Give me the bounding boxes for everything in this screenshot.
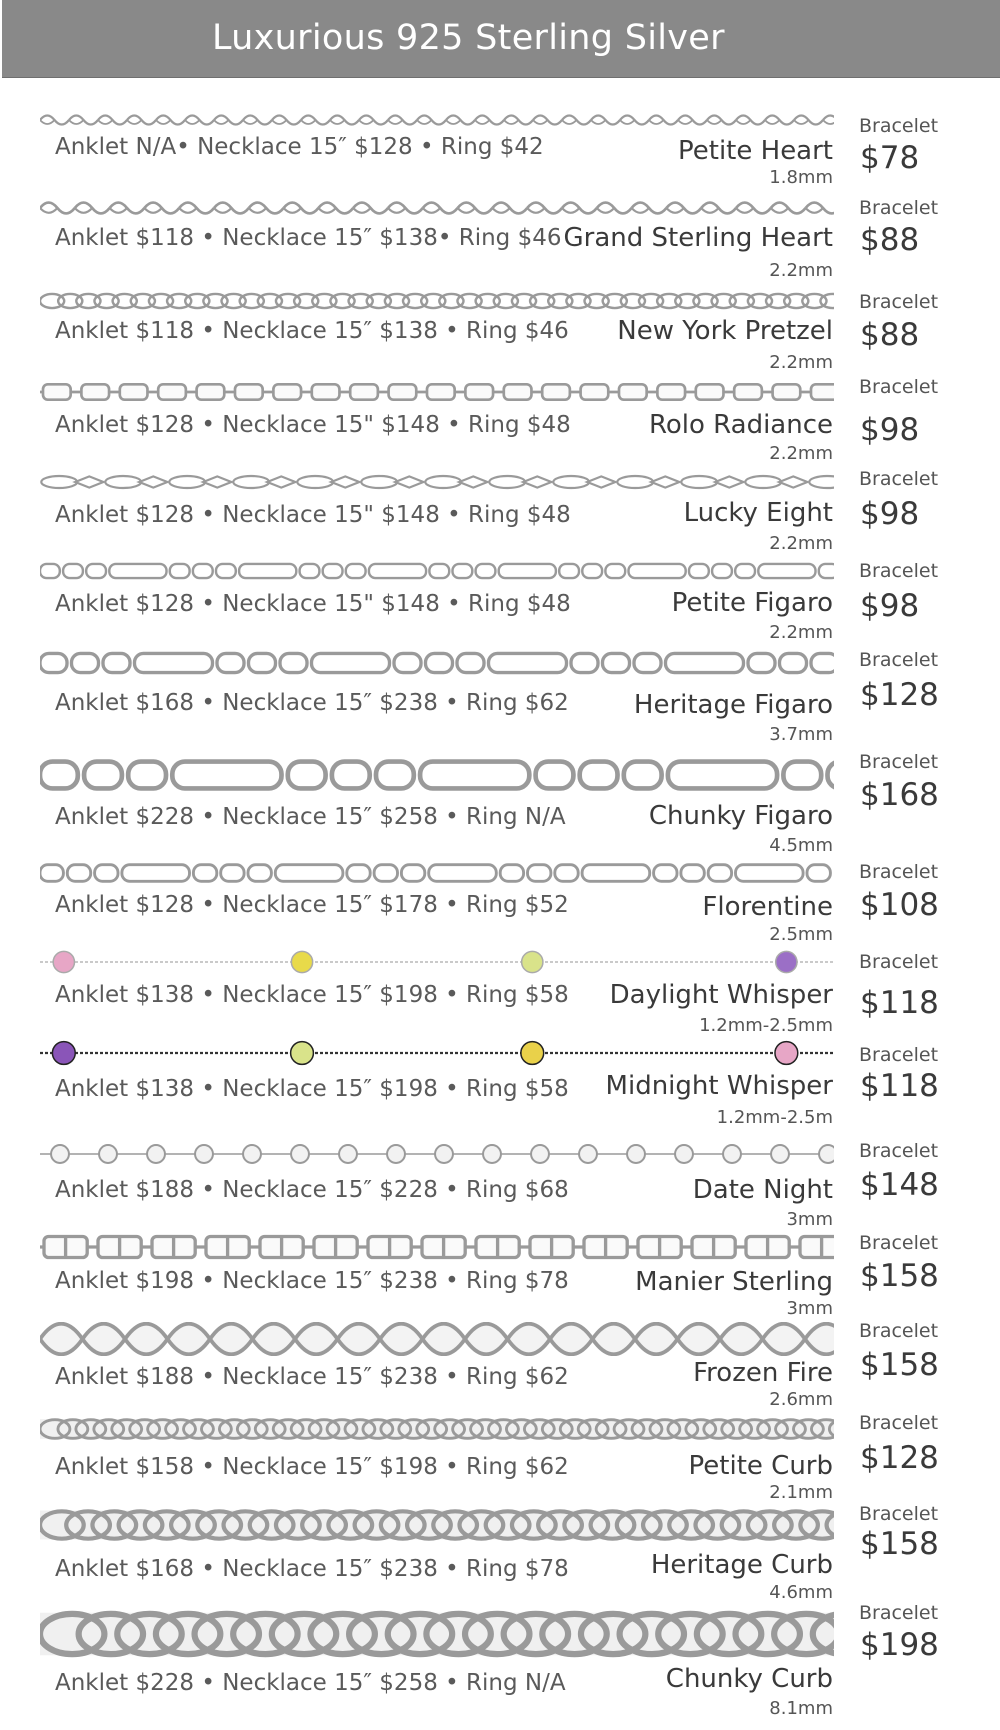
bracelet-label: Bracelet [859,376,939,398]
product-size: 3.7mm [769,724,833,745]
chain-illustration [40,1232,834,1262]
product-details: Anklet $138 • Necklace 15″ $198 • Ring $58 [55,982,569,1008]
chain-image [40,648,834,678]
bracelet-label: Bracelet [859,751,939,773]
bracelet-price: $118 [860,985,939,1021]
chain-image [40,472,834,492]
chain-illustration [40,472,834,492]
bracelet-label: Bracelet [859,861,939,883]
product-name: Heritage Curb [650,1550,833,1580]
bracelet-label: Bracelet [859,468,939,490]
bracelet-label: Bracelet [859,1320,939,1342]
bracelet-price: $98 [860,412,920,448]
chain-image [40,1416,834,1442]
product-size: 4.6mm [769,1582,833,1603]
product-details: Anklet N/A• Necklace 15″ $128 • Ring $42 [55,134,544,160]
product-details: Anklet $128 • Necklace 15" $148 • Ring $48 [55,412,571,438]
bracelet-label: Bracelet [859,1140,939,1162]
product-details: Anklet $188 • Necklace 15″ $238 • Ring $62 [55,1364,569,1390]
bracelet-label: Bracelet [859,560,939,582]
chain-illustration [40,560,834,582]
chain-illustration [40,648,834,678]
bracelet-price: $128 [860,677,939,713]
chain-illustration [40,1416,834,1442]
chain-illustration [40,196,834,220]
product-details: Anklet $128 • Necklace 15" $148 • Ring $48 [55,591,571,617]
chain-image [40,1140,834,1168]
product-details: Anklet $158 • Necklace 15″ $198 • Ring $62 [55,1454,569,1480]
bracelet-price: $148 [860,1167,939,1203]
product-size: 1.2mm-2.5mm [699,1015,833,1036]
product-name: Chunky Curb [665,1664,833,1694]
product-details: Anklet $228 • Necklace 15″ $258 • Ring N/A [55,804,566,830]
chain-image [40,1322,834,1356]
product-name: Heritage Figaro [633,690,833,720]
page-title: Luxurious 925 Sterling Silver [212,18,725,58]
product-size: 2.1mm [769,1482,833,1503]
product-details: Anklet $228 • Necklace 15″ $258 • Ring N/A [55,1670,566,1696]
bracelet-price: $128 [860,1440,939,1476]
product-name: Petite Figaro [671,588,833,618]
chain-illustration [40,860,834,886]
bracelet-label: Bracelet [859,197,939,219]
chain-image [40,1232,834,1262]
product-name: Lucky Eight [683,498,833,528]
bracelet-label: Bracelet [859,649,939,671]
chain-illustration [40,290,834,312]
product-details: Anklet $198 • Necklace 15″ $238 • Ring $78 [55,1268,569,1294]
product-details: Anklet $168 • Necklace 15″ $238 • Ring $78 [55,1556,569,1582]
product-name: Date Night [692,1175,833,1205]
product-size: 3mm [786,1209,833,1230]
product-name: Petite Curb [688,1451,833,1481]
product-name: Daylight Whisper [609,980,833,1010]
chain-image [40,948,834,976]
chain-image [40,1506,834,1544]
product-name: Midnight Whisper [605,1071,833,1101]
product-size: 2.2mm [769,533,833,554]
chain-illustration [40,1038,834,1068]
chain-image [40,1606,834,1662]
chain-image [40,290,834,312]
bracelet-price: $158 [860,1347,939,1383]
chain-image [40,754,834,796]
product-size: 3mm [786,1298,833,1319]
bracelet-label: Bracelet [859,115,939,137]
product-details: Anklet $128 • Necklace 15″ $178 • Ring $52 [55,892,569,918]
product-details: Anklet $118 • Necklace 15″ $138 • Ring $46 [55,318,569,344]
bracelet-price: $78 [860,140,920,176]
bracelet-price: $118 [860,1068,939,1104]
bracelet-label: Bracelet [859,1044,939,1066]
product-name: New York Pretzel [617,316,833,346]
chain-image [40,860,834,886]
bracelet-label: Bracelet [859,1412,939,1434]
bracelet-label: Bracelet [859,951,939,973]
bracelet-price: $158 [860,1258,939,1294]
product-size: 2.2mm [769,622,833,643]
bracelet-price: $198 [860,1627,939,1663]
chain-illustration [40,1606,834,1662]
bracelet-price: $88 [860,222,920,258]
bracelet-label: Bracelet [859,1232,939,1254]
chain-illustration [40,110,834,130]
product-size: 1.8mm [769,167,833,188]
product-name: Florentine [702,892,833,922]
product-name: Frozen Fire [693,1358,833,1388]
product-name: Petite Heart [678,136,833,166]
product-details: Anklet $118 • Necklace 15″ $138• Ring $46 [55,225,562,251]
bracelet-label: Bracelet [859,1503,939,1525]
chain-image [40,1038,834,1068]
bracelet-price: $98 [860,588,920,624]
product-size: 2.2mm [769,443,833,464]
product-size: 2.5mm [769,924,833,945]
product-name: Grand Sterling Heart [563,223,833,253]
product-size: 1.2mm-2.5m [716,1107,833,1128]
bracelet-label: Bracelet [859,1602,939,1624]
bracelet-price: $168 [860,777,939,813]
bracelet-price: $98 [860,496,920,532]
product-details: Anklet $138 • Necklace 15″ $198 • Ring $58 [55,1076,569,1102]
product-name: Chunky Figaro [648,801,833,831]
bracelet-price: $108 [860,887,939,923]
product-details: Anklet $128 • Necklace 15" $148 • Ring $48 [55,502,571,528]
product-size: 4.5mm [769,835,833,856]
product-size: 2.2mm [769,352,833,373]
bracelet-label: Bracelet [859,291,939,313]
chain-image [40,560,834,582]
chain-illustration [40,754,834,796]
chain-illustration [40,948,834,976]
product-size: 8.1mm [769,1698,833,1719]
chain-illustration [40,1506,834,1544]
bracelet-price: $88 [860,317,920,353]
chain-image [40,196,834,220]
product-details: Anklet $168 • Necklace 15″ $238 • Ring $62 [55,690,569,716]
chain-illustration [40,380,834,404]
chain-illustration [40,1140,834,1168]
chain-image [40,110,834,130]
product-details: Anklet $188 • Necklace 15″ $228 • Ring $68 [55,1177,569,1203]
product-name: Manier Sterling [635,1267,833,1297]
product-size: 2.6mm [769,1389,833,1410]
product-name: Rolo Radiance [648,410,833,440]
chain-image [40,380,834,404]
chain-illustration [40,1322,834,1356]
bracelet-price: $158 [860,1526,939,1562]
product-size: 2.2mm [769,260,833,281]
